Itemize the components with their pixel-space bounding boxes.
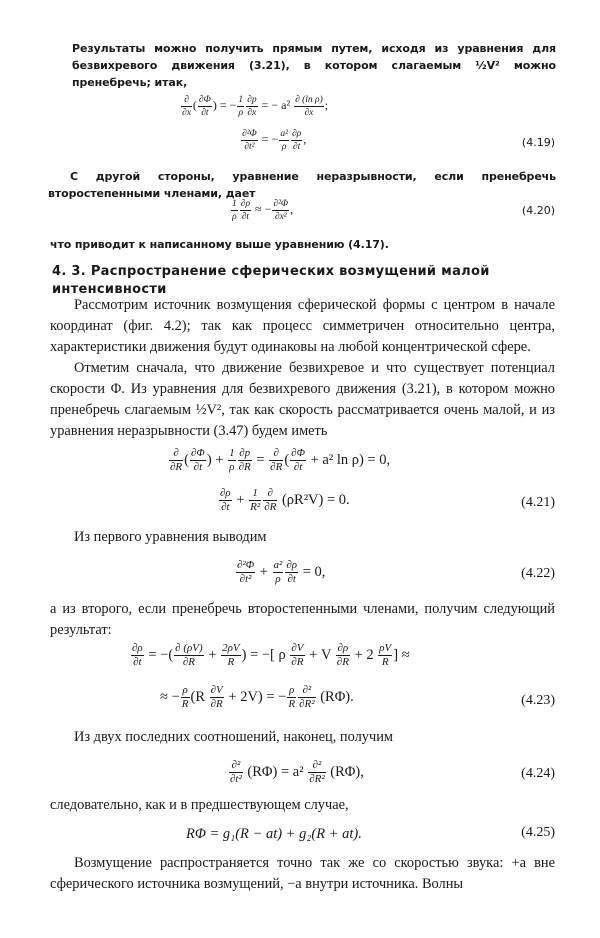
- potential-text-b: ½V²: [195, 402, 222, 418]
- eq-421-line2: $\frac{\partial\rho}{\partial t}$ + $\frac{1}{\text{R²}}$ $\frac{\partial}{\partial R}$ (ρR²V) = 0.: [220, 487, 350, 513]
- from-last-two-line: Из двух последних соотношений, наконец, получим: [74, 729, 394, 745]
- equation-4-19: [50, 92, 555, 162]
- eq-421-number: (4.21): [521, 495, 555, 510]
- eq-419-line1: $\frac{\partial}{\partial x}$ ( $\frac{\partial\Phi}{\partial t}$ ) = − $\frac{1}{\rho}$ $\frac{\partial p}{\partial x}$ = − a² $\frac{\text{∂ (ln ρ)}}{\partial x}$ ;: [182, 94, 329, 118]
- intro-paragraph: [72, 40, 556, 91]
- leads-to-line: [50, 236, 555, 253]
- from-second-paragraph: а из второго, если пренебречь второстепенными членами, получим следующий результат:: [50, 601, 555, 638]
- final-paragraph: Возмущение распространяется точно так же со скоростью звука: +a вне сферического источника возмущений, −a внутри источника. Волны: [50, 855, 555, 892]
- eq-423-line2: ≈ − $\frac{\rho}{R}$ (R $\frac{\partial V}{\partial R}$ + 2V) = − $\frac{\rho}{R}$ $\frac{\text{∂²}}{\text{∂R²}}$ (RΦ).: [160, 684, 354, 710]
- equation-4-21: [50, 448, 555, 520]
- eq-420-number: (4.20): [521, 204, 555, 217]
- potential-text-a: Отметим сначала, что движение безвихревое и что существует потенциал скорости Φ. Из уравнения для безвихревого движения (3.21), в котором можно пренебречь слагаемым: [50, 360, 555, 418]
- eq-425-number: (4.25): [521, 825, 555, 840]
- eq-422-number: (4.22): [521, 566, 555, 581]
- equation-4-24: [50, 758, 555, 794]
- leads-to-text: что приводит к написанному выше уравнению (4.17).: [50, 238, 389, 251]
- from-first-line: Из первого уравнения выводим: [74, 529, 267, 545]
- source-paragraph: Рассмотрим источник возмущения сферической формы с центром в начале координат (фиг. 4.2); так как процесс симметричен относительно центра, характеристики движения будут одинаковы на любой концентрической сфере.: [50, 297, 555, 355]
- eq-425-line: RΦ = g₁(R − at) + g₂(R + at).: [186, 826, 362, 842]
- potential-text-c: , так как скорость рассматривается очень малой, и из уравнения неразрывности (3.47) будем иметь: [50, 402, 555, 439]
- eq-419-line2: $\frac{\text{∂²Φ}}{\text{∂t²}}$ = − $\frac{\text{a²}}{\rho}$ $\frac{\partial\rho}{\partial t}$ ,: [242, 128, 307, 152]
- equation-4-23: [50, 643, 555, 721]
- eq-424-number: (4.24): [521, 766, 555, 781]
- equation-4-20: [50, 198, 555, 232]
- eq-420-line: $\frac{1}{\rho}$ $\frac{\partial\rho}{\partial t}$ ≈ − $\frac{\text{∂²Φ}}{\text{∂x²}}$ ,: [232, 198, 294, 222]
- equation-4-25: [50, 823, 555, 849]
- potential-paragraph: [50, 358, 555, 442]
- equation-4-22: [50, 558, 555, 594]
- consequently-line: следовательно, как и в предшествующем случае,: [50, 797, 349, 813]
- eq-421-line1: $\frac{\partial}{\partial R}$ ( $\frac{\partial\Phi}{\partial t}$ ) + $\frac{1}{\rho}$ $\frac{\partial p}{\partial R}$ = $\frac{\partial}{\partial R}$ ( $\frac{\partial\Phi}{\partial t}$ + a² ln ρ) = 0,: [170, 447, 391, 473]
- eq-423-line1: $\frac{\partial\rho}{\partial t}$ = −( $\frac{\partial (\rho V)}{\partial R}$ + $\frac{2\rho V}{R}$ ) = −[ ρ $\frac{\partial V}{\partial R}$ + V $\frac{\partial\rho}{\partial R}$ + 2 $\frac{\rho V}{R}$ ] ≈: [132, 642, 410, 668]
- eq-422-line: $\frac{\text{∂²Φ}}{\text{∂t²}}$ + $\frac{\text{a²}}{\rho}$ $\frac{\partial\rho}{\partial t}$ = 0,: [237, 559, 326, 585]
- other-side-text: С другой стороны, уравнение неразрывности, если пренебречь второстепенными членами, дает: [48, 170, 556, 200]
- intro-text: Результаты можно получить прямым путем, исходя из уравнения для безвихревого движения (3.21), в котором слагаемым ½V² можно пренебречь; итак,: [72, 42, 556, 89]
- eq-424-line: $\frac{\text{∂²}}{\text{∂t²}}$ (RΦ) = a² $\frac{\text{∂²}}{\text{∂R²}}$ (RΦ),: [230, 759, 364, 785]
- other-side-paragraph: [48, 168, 556, 202]
- eq-419-number: (4.19): [521, 136, 555, 149]
- eq-423-number: (4.23): [521, 693, 555, 708]
- section-heading: 4. 3. Распространение сферических возмущений малой интенсивности: [52, 264, 490, 297]
